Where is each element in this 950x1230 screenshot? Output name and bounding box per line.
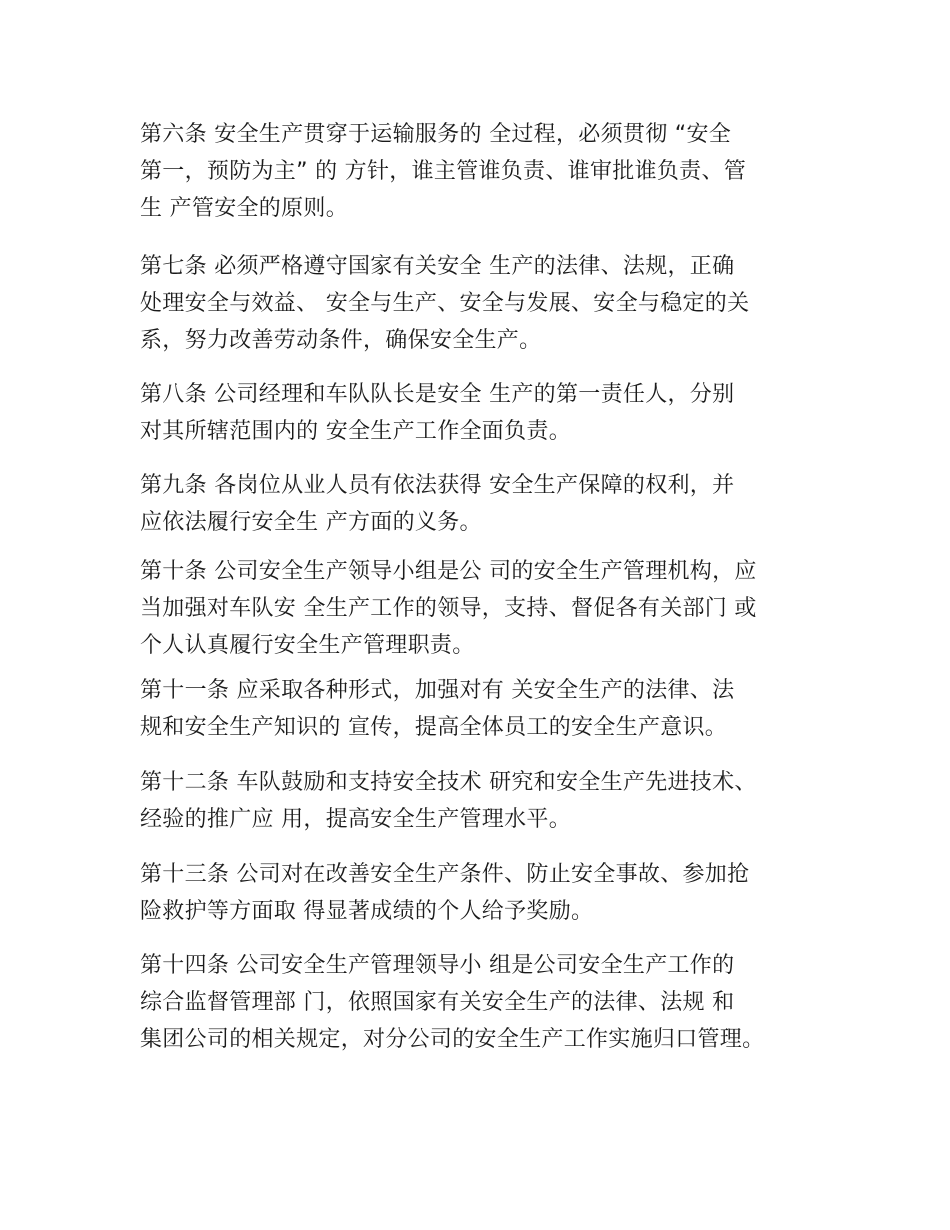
article-line: 应依法履行安全生 产方面的义务。: [140, 510, 482, 535]
article-7: [140, 248, 820, 359]
article-line: 险救护等方面取 得显著成绩的个人给予奖励。: [140, 899, 594, 924]
article-line: 第十二条 车队鼓励和支持安全技术 研究和安全生产先进技术、: [140, 770, 757, 795]
article-line: 当加强对车队安 全生产工作的领导，支持、督促各有关部门 或: [140, 596, 757, 621]
article-line: 第十四条 公司安全生产管理领导小 组是公司安全生产工作的: [140, 953, 735, 978]
article-9: [140, 467, 820, 541]
article-line: 第十三条 公司对在改善安全生产条件、防止安全事故、参加抢: [140, 862, 750, 887]
article-line: 第一，预防为主” 的 方针，谁主管谁负责、谁审批谁负责、管: [140, 159, 747, 184]
article-line: 第八条 公司经理和车队队长是安全 生产的第一责任人，分别: [140, 382, 735, 407]
article-13: [140, 856, 820, 930]
article-11: [140, 672, 820, 746]
article-line: 处理安全与效益、 安全与生产、安全与发展、安全与稳定的关: [140, 291, 750, 316]
article-line: 经验的推广应 用，提高安全生产管理水平。: [140, 807, 571, 832]
article-line: 个人认真履行安全生产管理职责。: [140, 633, 475, 658]
article-line: 第六条 安全生产贯穿于运输服务的 全过程，必须贯彻 “安全: [140, 122, 732, 147]
article-line: 集团公司的相关规定，对分公司的安全生产工作实施归口管理。: [140, 1027, 765, 1052]
article-12: [140, 764, 820, 838]
article-line: 第七条 必须严格遵守国家有关安全 生产的法律、法规，正确: [140, 254, 735, 279]
article-line: 规和安全生产知识的 宣传，提高全体员工的安全生产意识。: [140, 715, 728, 740]
article-14: [140, 947, 820, 1058]
article-line: 生 产管安全的原则。: [140, 196, 348, 221]
article-line: 第十一条 应采取各种形式，加强对有 关安全生产的法律、法: [140, 678, 735, 703]
article-line: 系，努力改善劳动条件，确保安全生产。: [140, 328, 542, 353]
article-line: 综合监督管理部 门，依照国家有关安全生产的法律、法规 和: [140, 990, 735, 1015]
article-8: [140, 376, 820, 450]
article-line: 第九条 各岗位从业人员有依法获得 安全生产保障的权利，并: [140, 473, 735, 498]
article-line: 对其所辖范围内的 安全生产工作全面负责。: [140, 419, 571, 444]
article-6: [140, 116, 820, 227]
article-line: 第十条 公司安全生产领导小组是公 司的安全生产管理机构，应: [140, 559, 757, 584]
article-10: [140, 553, 820, 664]
